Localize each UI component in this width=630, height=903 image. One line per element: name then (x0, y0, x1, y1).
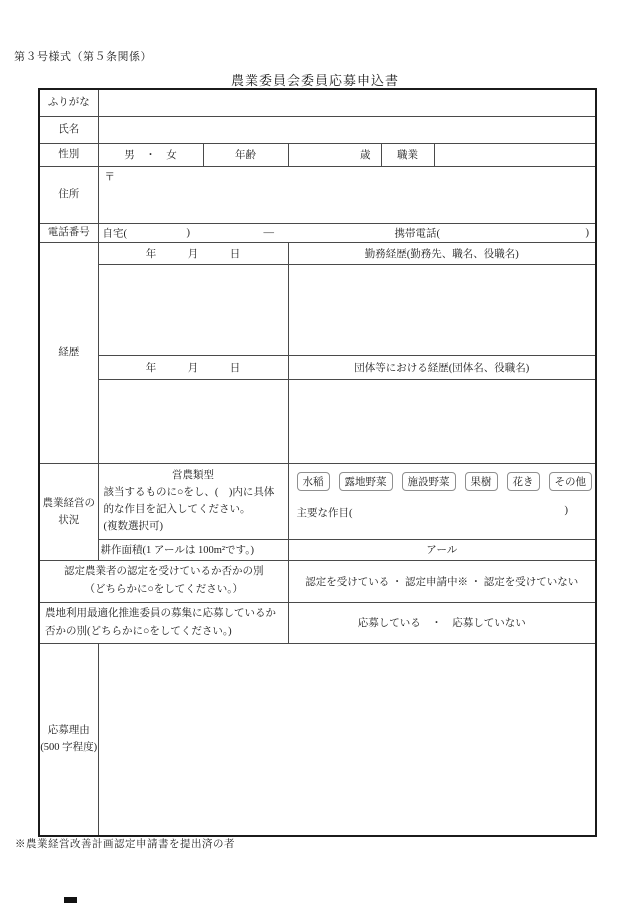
area-label: 耕作面積(1 アールは 100m²です。) (98, 539, 288, 560)
phone-label: 電話番号 (39, 223, 98, 242)
reason-label: 応募理由 (500 字程度) (39, 643, 98, 836)
recruitment-row (39, 602, 596, 643)
certification-answer: 認定を受けている ・ 認定申請中※ ・ 認定を受けていない (288, 560, 596, 602)
furigana-value-cell (98, 89, 596, 116)
career-org-header-row (39, 355, 596, 379)
crop-option-greenhouse-vegetables: 施設野菜 (402, 472, 456, 491)
career-org-date-cell (98, 379, 288, 463)
career-work-value-cell (288, 264, 596, 355)
crop-option-rice: 水稲 (297, 472, 330, 491)
crop-options (297, 472, 591, 491)
reason-value-cell (98, 643, 596, 836)
crop-option-field-vegetables: 露地野菜 (339, 472, 393, 491)
farming-type-row (39, 463, 596, 539)
career-org-entry-row (39, 379, 596, 463)
address-value-cell (98, 166, 596, 223)
farming-crops-cell (288, 463, 596, 539)
crop-option-fruit-trees: 果樹 (465, 472, 498, 491)
recruitment-question: 農地利用最適化推進委員の募集に応募しているか否かの別(どちらかに○をしてください。) (39, 602, 288, 643)
crop-option-other: その他 (549, 472, 593, 491)
phone-mobile-prefix: 携帯電話( (394, 228, 440, 239)
career-date-header-2: 年 月 日 (98, 355, 288, 379)
main-crop-prefix: 主要な作目( (296, 507, 353, 519)
page-title: 農業委員会委員応募申込書 (230, 73, 399, 88)
certification-row (39, 560, 596, 602)
phone-home-close: ) (186, 227, 190, 238)
furigana-label: ふりがな (39, 89, 98, 116)
career-org-value-cell (288, 379, 596, 463)
age-unit: 歳 (288, 143, 381, 166)
farming-type-description (98, 463, 288, 539)
cultivation-area-row (39, 539, 596, 560)
occupation-value-cell (434, 143, 596, 166)
phone-home-prefix: 自宅( (102, 228, 127, 239)
gender-options: 男 ・ 女 (98, 143, 203, 166)
address-label: 住所 (39, 166, 98, 223)
career-work-header: 勤務経歴(勤務先、職名、役職名) (288, 242, 596, 264)
career-work-entry-row (39, 264, 596, 355)
farming-label: 農業経営の 状況 (39, 463, 98, 560)
main-crop-line (297, 505, 591, 520)
scan-artifact (64, 897, 77, 903)
farming-type-note: (複数選択可) (103, 520, 163, 532)
career-label: 経歴 (39, 242, 98, 463)
name-value-cell (98, 116, 596, 143)
age-label: 年齢 (203, 143, 288, 166)
farming-type-title: 営農類型 (172, 469, 214, 481)
address-row (39, 166, 596, 223)
postal-mark: 〒 (104, 171, 115, 183)
crop-option-flowers: 花き (507, 472, 540, 491)
phone-row (39, 223, 596, 242)
name-row (39, 116, 596, 143)
certification-question: 認定農業者の認定を受けているか否かの別 （どちらかに○をしてください。） (39, 560, 288, 602)
gender-age-occupation-row (39, 143, 596, 166)
reason-row (39, 643, 596, 836)
form-number: 第３号様式（第５条関係） (14, 51, 152, 63)
phone-separator: ― (263, 227, 274, 238)
occupation-label: 職業 (381, 143, 434, 166)
farming-type-instruction: 該当するものに○をし、( )内に具体的な作目を記入してください。 (103, 486, 275, 515)
name-label: 氏名 (39, 116, 98, 143)
career-work-date-cell (98, 264, 288, 355)
gender-label: 性別 (39, 143, 98, 166)
career-work-header-row (39, 242, 596, 264)
career-date-header-1: 年 月 日 (98, 242, 288, 264)
phone-value-cell (98, 223, 596, 242)
phone-mobile-close: ) (585, 227, 589, 238)
furigana-row (39, 89, 596, 116)
footnote: ※農業経営改善計画認定申請書を提出済の者 (15, 839, 235, 850)
recruitment-answer: 応募している ・ 応募していない (288, 602, 596, 643)
career-org-header: 団体等における経歴(団体名、役職名) (288, 355, 596, 379)
application-form-table (38, 88, 597, 837)
area-unit: アール (288, 539, 596, 560)
main-crop-close: ) (564, 504, 569, 516)
